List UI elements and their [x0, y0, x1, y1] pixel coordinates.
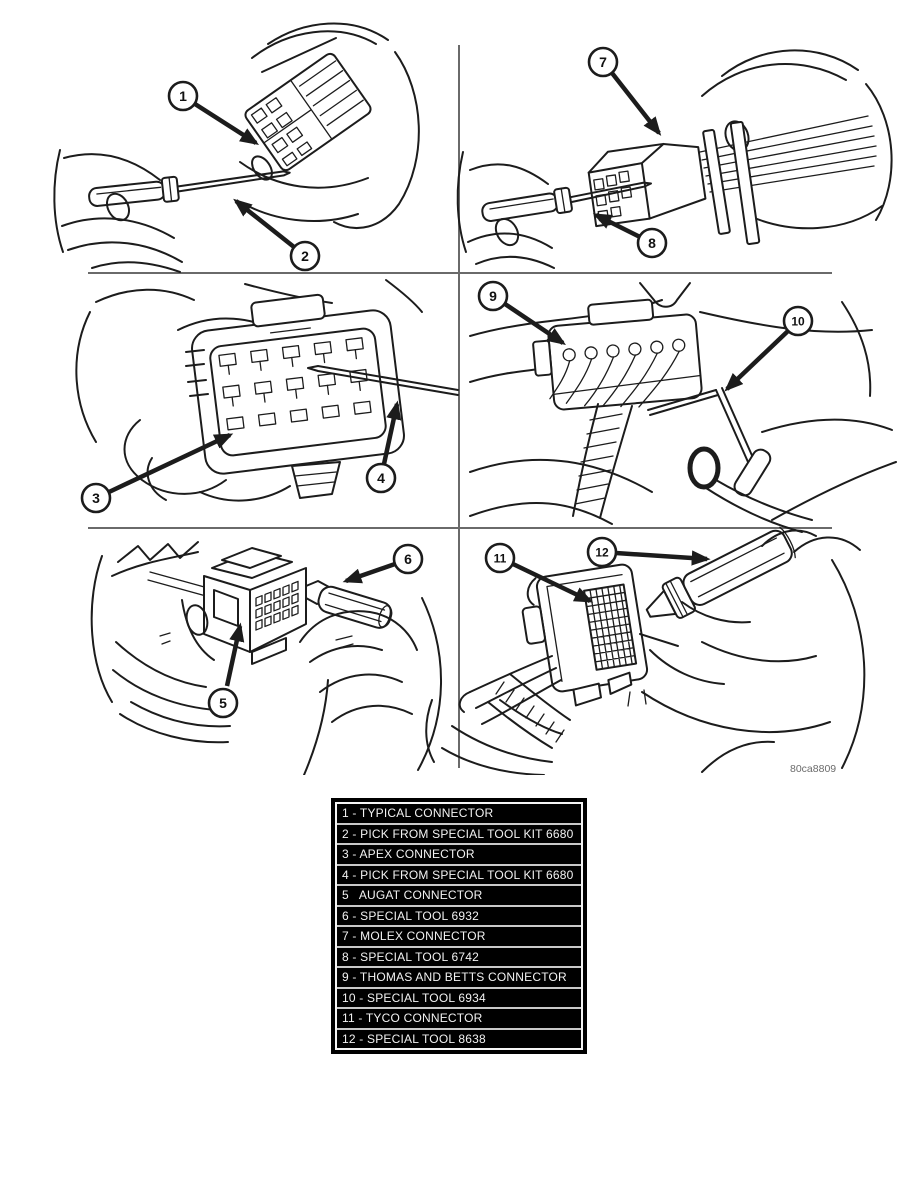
legend-row-4: 4 - PICK FROM SPECIAL TOOL KIT 6680 — [337, 864, 581, 885]
callout-4-number: 4 — [377, 470, 385, 486]
thomas-betts-connector-art — [530, 296, 703, 416]
legend-row-11: 11 - TYCO CONNECTOR — [337, 1007, 581, 1028]
callout-10-number: 10 — [791, 314, 805, 329]
left-hand — [426, 700, 562, 775]
callout-5-number: 5 — [219, 695, 227, 711]
callout-12 — [588, 538, 707, 566]
augat-connector-art — [204, 548, 306, 664]
wire-bundle — [573, 404, 632, 518]
legend-row-3: 3 - APEX CONNECTOR — [337, 843, 581, 864]
callout-10 — [727, 307, 812, 389]
figure-code: 80ca8809 — [790, 763, 837, 775]
hand-holding-connector — [702, 50, 892, 228]
panel-typical-connector — [54, 23, 419, 272]
pick-tool-art — [88, 165, 291, 210]
callout-12-number: 12 — [595, 545, 609, 560]
panel-apex-connector — [76, 280, 458, 512]
legend-row-12: 12 - SPECIAL TOOL 8638 — [337, 1028, 581, 1049]
callout-6 — [346, 545, 422, 581]
callout-3-number: 3 — [92, 490, 100, 506]
callout-7 — [589, 48, 659, 133]
panel-tyco-connector — [426, 524, 864, 775]
panel-augat-connector — [92, 542, 441, 775]
callout-3 — [82, 435, 230, 512]
callout-1-number: 1 — [179, 88, 187, 104]
callout-2-number: 2 — [301, 248, 309, 264]
callout-9-number: 9 — [489, 288, 497, 304]
callout-1 — [169, 82, 256, 143]
wire-harness — [460, 656, 570, 748]
legend-row-6: 6 - SPECIAL TOOL 6932 — [337, 905, 581, 926]
callout-6-number: 6 — [404, 551, 412, 567]
callout-9 — [479, 282, 563, 343]
connector-seal-wedge — [292, 462, 340, 498]
panel-molex-connector — [458, 48, 892, 268]
sleeve-fabric — [112, 542, 208, 596]
legend-row-9: 9 - THOMAS AND BETTS CONNECTOR — [337, 966, 581, 987]
legend-row-7: 7 - MOLEX CONNECTOR — [337, 925, 581, 946]
hand-holding-pick — [54, 150, 182, 272]
terminal-pin — [640, 634, 678, 646]
legend-row-2: 2 - PICK FROM SPECIAL TOOL KIT 6680 — [337, 823, 581, 844]
legend-row-10: 10 - SPECIAL TOOL 6934 — [337, 987, 581, 1008]
legend-row-8: 8 - SPECIAL TOOL 6742 — [337, 946, 581, 967]
special-tool-8638-art — [640, 524, 799, 630]
typical-connector-art — [243, 52, 373, 173]
tyco-connector-art — [518, 563, 651, 711]
callout-2 — [236, 201, 319, 270]
callout-11-number: 11 — [493, 551, 507, 566]
callout-7-number: 7 — [599, 54, 607, 70]
legend-row-1: 1 - TYPICAL CONNECTOR — [337, 804, 581, 823]
callout-8-number: 8 — [648, 235, 656, 251]
legend-row-5: 5 AUGAT CONNECTOR — [337, 884, 581, 905]
panel-thomas-betts-connector — [470, 282, 896, 532]
legend-table-inner — [335, 802, 583, 1050]
legend-table — [331, 798, 587, 1054]
connector-flanges — [703, 122, 760, 244]
